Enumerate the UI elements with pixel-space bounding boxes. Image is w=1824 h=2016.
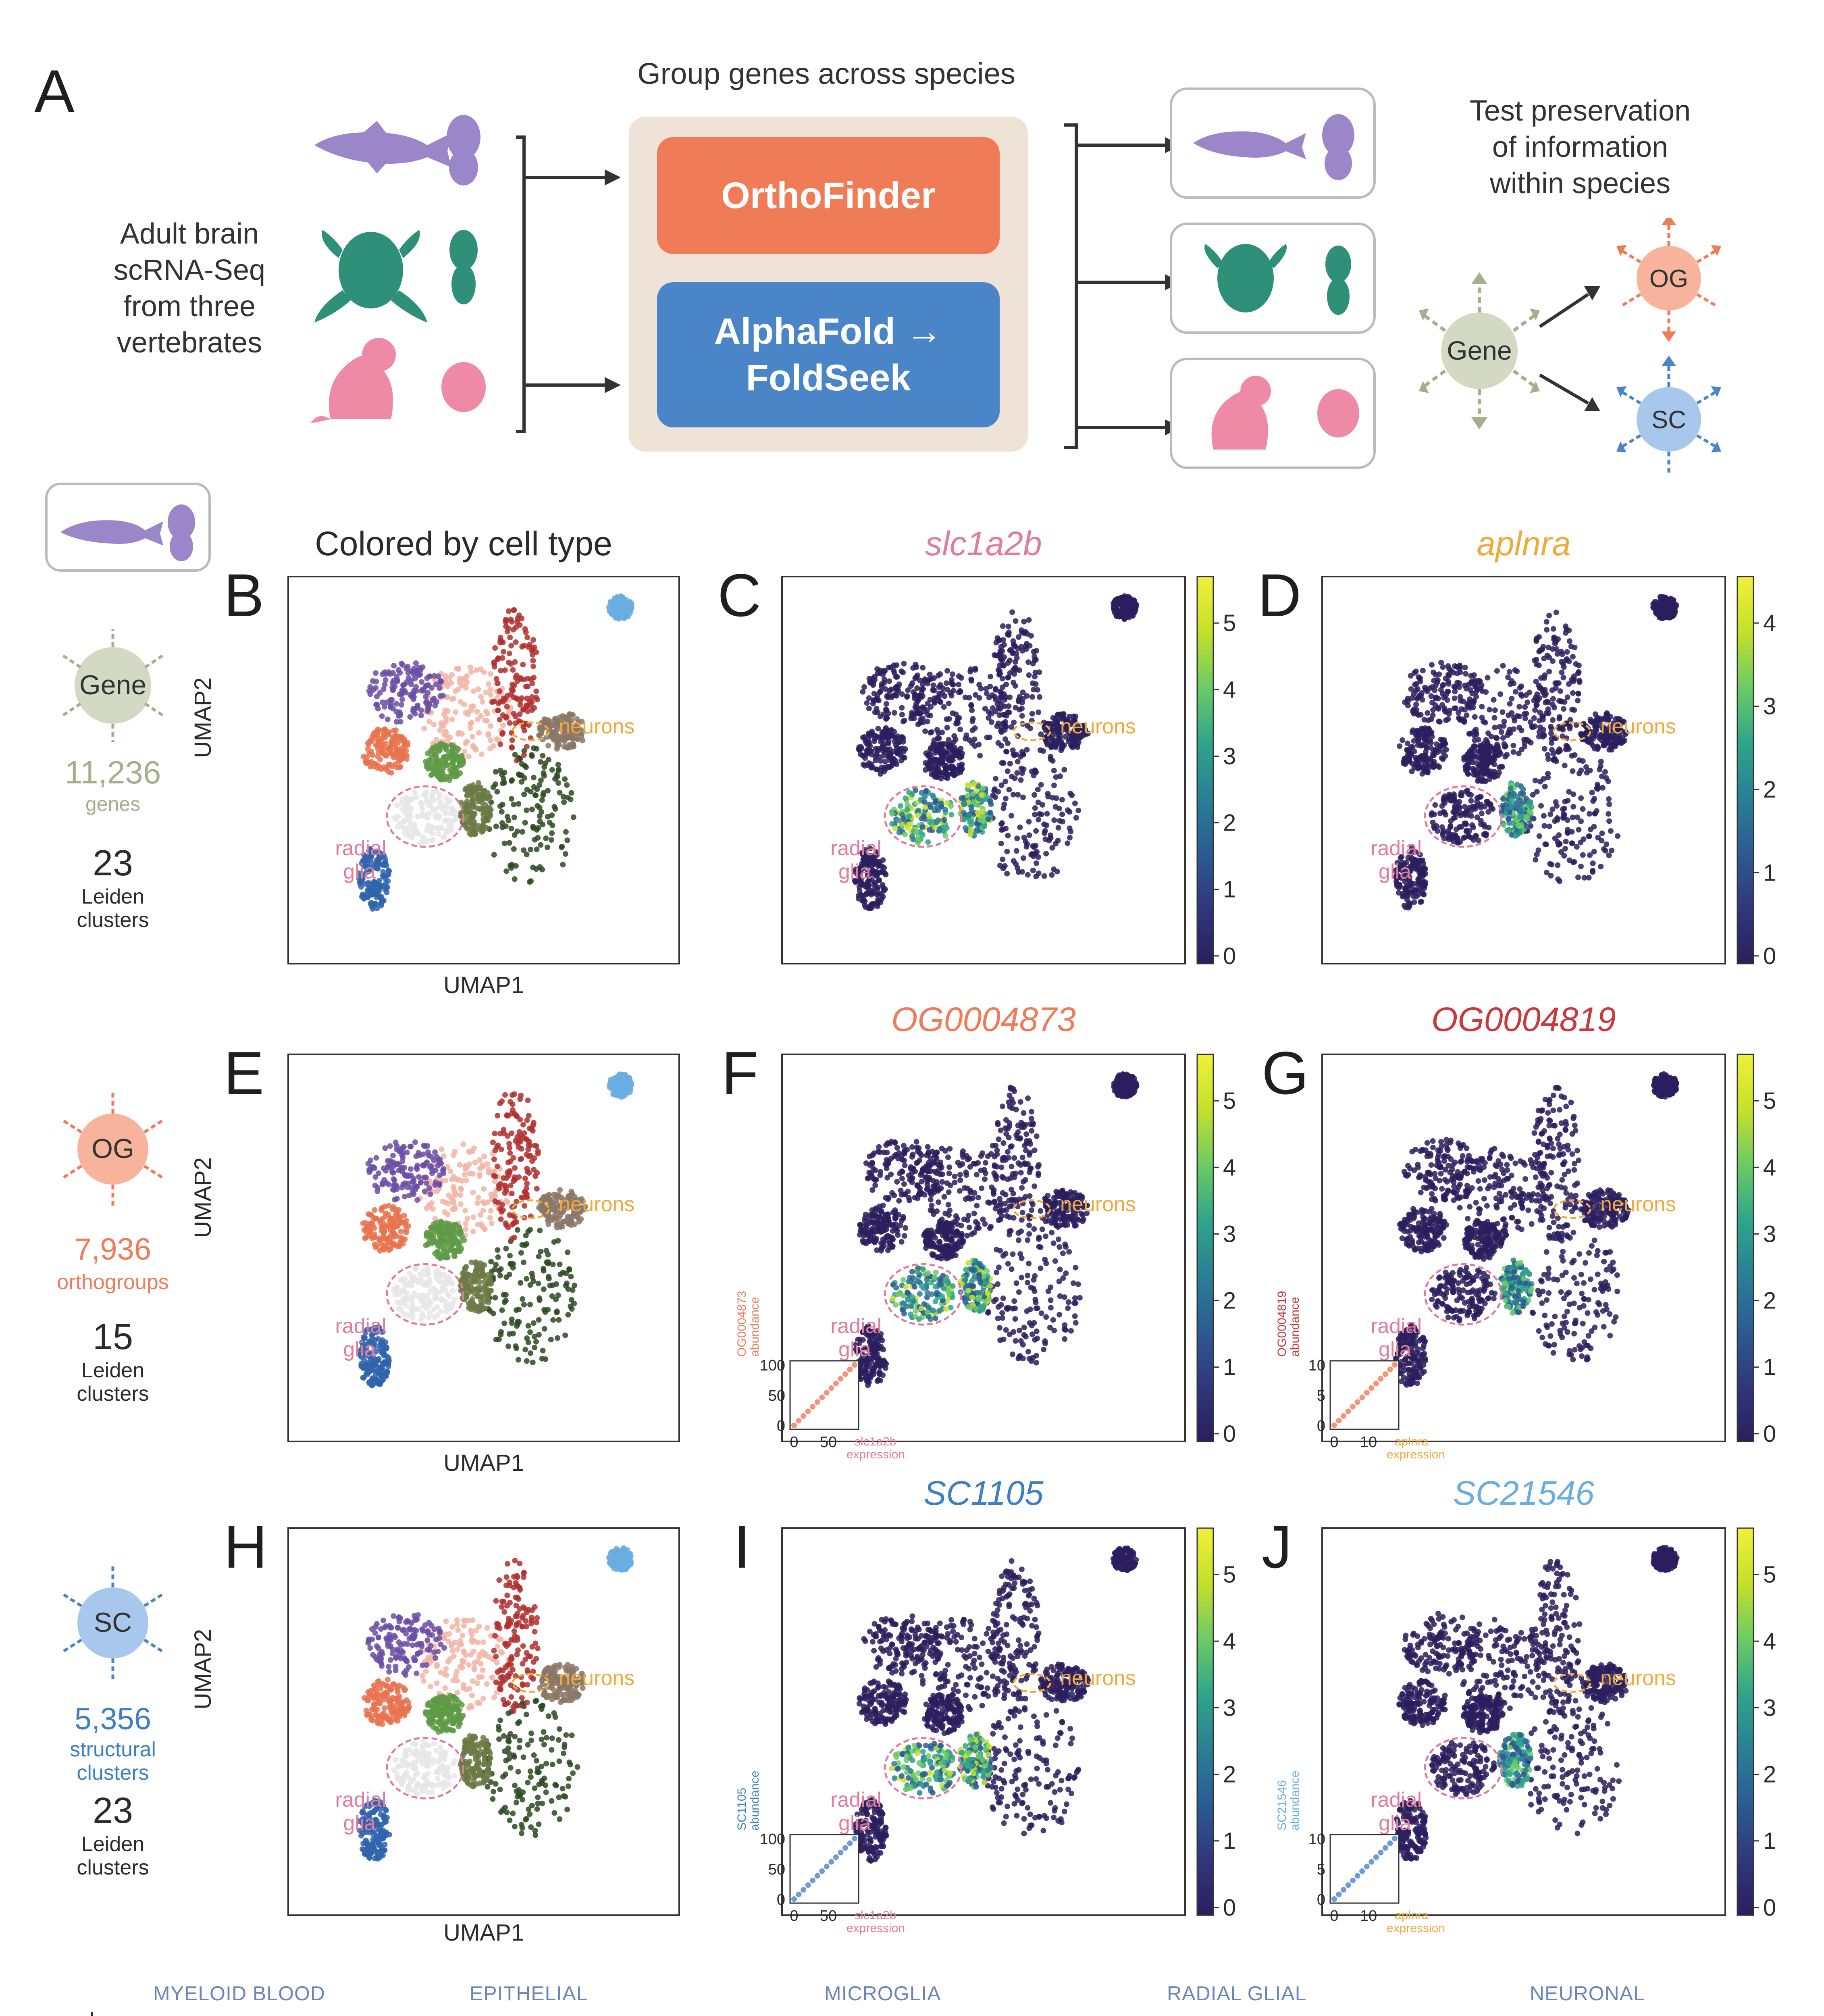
panel-letter-i: I	[734, 1513, 751, 1581]
legend-item	[1530, 2014, 1650, 2016]
colorbar-tick: 3	[1763, 693, 1776, 720]
inset-xlabel: slc1a2b	[855, 1435, 896, 1448]
gene-count: 11,236	[64, 754, 161, 790]
gene-label: Gene	[1447, 335, 1512, 365]
colorbar-tick: 3	[1763, 1695, 1776, 1721]
legend-item	[1167, 2014, 1418, 2016]
colorbar-tick: 5	[1763, 1088, 1776, 1114]
neurons-label: neurons	[1600, 1193, 1676, 1216]
plot-frame	[288, 1054, 679, 1441]
colorbar-tick: 5	[1223, 1562, 1236, 1588]
plot-frame	[782, 577, 1185, 964]
neurons-label: neurons	[1600, 1666, 1676, 1690]
panel-h-xlabel: UMAP1	[443, 1920, 524, 1946]
colorbar-tick: 5	[1223, 610, 1236, 637]
sc-count-label: structural clusters	[70, 1738, 156, 1785]
radial-glia-label: glia	[1379, 860, 1411, 884]
radial-glia-label: glia	[343, 860, 376, 884]
colorbar-tick: 3	[1223, 1221, 1236, 1248]
colorbar-tick: 3	[1223, 743, 1236, 770]
radial-glia-label: glia	[343, 1338, 376, 1362]
legend-item	[470, 2014, 611, 2016]
panel-b-ylabel: UMAP2	[190, 677, 216, 758]
radial-glia-label: radial	[1371, 1788, 1422, 1812]
panel-e-ylabel: UMAP2	[190, 1157, 216, 1238]
colorbar-tick: 4	[1763, 610, 1776, 637]
colorbar-tick: 0	[1223, 1420, 1236, 1447]
inset-xlabel: expression	[846, 1448, 905, 1461]
colorbar-tick: 0	[1223, 943, 1236, 969]
inset-xtick: 10	[1360, 1908, 1377, 1924]
alphafold-foldseek-button: AlphaFold → FoldSeek	[657, 282, 1000, 427]
neurons-label: neurons	[559, 1666, 635, 1690]
inset-ylabel: abundance	[1288, 1297, 1302, 1357]
group-title: Group genes across species	[637, 57, 1015, 90]
plot-frame	[288, 1528, 679, 1915]
panel-j-title: SC21546	[1453, 1474, 1595, 1512]
neurons-label: neurons	[559, 1193, 635, 1216]
legend-group-heading: EPITHELIAL	[470, 1982, 588, 2005]
colorbar-tick: 4	[1223, 1154, 1236, 1181]
inset-ytick: 0	[776, 1891, 785, 1908]
orthofinder-button: OrthoFinder	[657, 137, 1000, 254]
colorbar-tick: 2	[1223, 1287, 1236, 1314]
inset-xtick: 0	[790, 1434, 799, 1451]
colorbar-tick: 2	[1223, 1761, 1236, 1788]
umap-panel-e	[288, 1054, 679, 1441]
radial-glia-label: radial	[1371, 837, 1422, 860]
umap-panel-b	[288, 577, 679, 964]
plot-frame	[1322, 577, 1725, 964]
inset-ytick: 50	[768, 1861, 785, 1878]
inset-ytick: 10	[1308, 1831, 1325, 1848]
og-count: 7,936	[74, 1232, 152, 1266]
inset-xtick: 10	[1360, 1434, 1377, 1451]
panel-d-title: aplnra	[1477, 525, 1571, 562]
inset-ytick: 100	[759, 1831, 785, 1848]
inset-ytick: 5	[1317, 1387, 1325, 1404]
colorbar-tick: 0	[1223, 1894, 1236, 1921]
neurons-label: neurons	[1060, 1193, 1136, 1216]
colorbar	[1197, 1054, 1213, 1441]
neurons-label: neurons	[1060, 1666, 1136, 1690]
colorbar-tick: 2	[1763, 1761, 1776, 1788]
svg-text:Gene: Gene	[79, 670, 147, 700]
inset-ylabel: OG0004819	[1275, 1291, 1289, 1357]
og-leiden-count: 15	[92, 1317, 133, 1357]
colorbar-tick: 0	[1763, 943, 1776, 969]
colorbar-tick: 1	[1223, 1828, 1236, 1854]
legend-label	[844, 2014, 928, 2016]
inset-xlabel: expression	[1387, 1448, 1445, 1461]
legend-divider	[91, 2012, 93, 2016]
panel-b-title: Colored by cell type	[315, 525, 612, 562]
colorbar-tick: 1	[1223, 1354, 1236, 1381]
legend-group-heading: NEURONAL	[1530, 1982, 1645, 2005]
radial-glia-label: radial	[335, 837, 387, 860]
colorbar-tick: 1	[1763, 860, 1776, 886]
og-count-label: orthogroups	[57, 1270, 169, 1294]
colorbar-tick: 3	[1223, 1695, 1236, 1721]
colorbar-tick: 4	[1763, 1628, 1776, 1655]
colorbar-tick: 1	[1763, 1354, 1776, 1381]
radial-glia-label: radial	[1371, 1314, 1422, 1338]
inset-ytick: 0	[1317, 1891, 1325, 1908]
radial-glia-label: glia	[838, 860, 871, 884]
umap-panel-i	[735, 1528, 1236, 1935]
inset-xlabel: slc1a2b	[855, 1909, 896, 1922]
legend-label	[1186, 2014, 1418, 2016]
colorbar	[1197, 1528, 1213, 1915]
colorbar	[1737, 1054, 1753, 1441]
panel-letter-c: C	[718, 561, 761, 629]
legend-item	[824, 2014, 928, 2016]
umap-panel-g	[1275, 1054, 1776, 1461]
umap-panel-d	[1322, 577, 1776, 969]
neurons-label: neurons	[559, 715, 635, 738]
panel-letter-f: F	[722, 1039, 759, 1107]
plot-frame	[288, 577, 679, 964]
panel-b-xlabel: UMAP1	[443, 972, 524, 998]
inset-ytick: 50	[768, 1387, 785, 1404]
sc-leiden-count: 23	[92, 1791, 133, 1831]
inset-xtick: 0	[1330, 1434, 1339, 1451]
inset-ytick: 0	[776, 1418, 785, 1435]
umap-panel-c	[782, 577, 1236, 969]
og-leiden-label: Leiden clusters	[77, 1359, 149, 1406]
panel-g-title: OG0004819	[1431, 1000, 1616, 1038]
inset-xlabel: aplnra	[1395, 1435, 1429, 1448]
legend-group-heading: MICROGLIA	[824, 1982, 941, 2005]
colorbar-tick: 4	[1763, 1154, 1776, 1181]
radial-glia-label: glia	[838, 1338, 871, 1362]
colorbar-tick: 1	[1763, 1828, 1776, 1854]
panel-letter-h: H	[224, 1513, 268, 1581]
panel-letter-j: J	[1262, 1513, 1292, 1581]
colorbar	[1197, 577, 1213, 964]
gene-leiden-label: Leiden clusters	[77, 885, 149, 932]
panel-letter-b: B	[224, 561, 264, 629]
neurons-label: neurons	[1060, 715, 1136, 738]
colorbar-tick: 4	[1223, 1628, 1236, 1655]
inset-ylabel: OG0004873	[735, 1291, 749, 1357]
inset-ytick: 10	[1308, 1357, 1325, 1374]
radial-glia-label: radial	[830, 1314, 882, 1338]
inset-ylabel: SC21546	[1275, 1780, 1289, 1831]
inset-ylabel: SC1105	[735, 1787, 749, 1831]
input-description: Adult brain scRNA-Seq from three vertebrates	[113, 218, 266, 359]
inset-ytick: 5	[1317, 1861, 1325, 1878]
umap-panel-j	[1275, 1528, 1776, 1935]
panel-f-title: OG0004873	[891, 1000, 1076, 1038]
legend-group-heading: RADIAL GLIAL	[1167, 1982, 1307, 2005]
panel-letter-a: A	[34, 57, 75, 125]
radial-glia-label: glia	[838, 1812, 871, 1835]
svg-text:SC: SC	[94, 1607, 132, 1638]
umap-panel-f	[735, 1054, 1236, 1461]
gene-count-label: genes	[85, 793, 141, 815]
radial-glia-label: glia	[1379, 1812, 1411, 1835]
panel-letter-e: E	[224, 1039, 264, 1107]
radial-glia-label: radial	[335, 1788, 387, 1812]
inset-ylabel: abundance	[748, 1770, 761, 1831]
panel-letter-g: G	[1262, 1039, 1309, 1107]
colorbar-tick: 3	[1763, 1221, 1776, 1248]
colorbar-tick: 5	[1763, 1562, 1776, 1588]
colorbar-tick: 0	[1763, 1420, 1776, 1447]
colorbar-tick: 0	[1763, 1894, 1776, 1921]
sc-count: 5,356	[74, 1702, 152, 1736]
svg-text:OG: OG	[92, 1133, 134, 1164]
panel-h-ylabel: UMAP2	[190, 1629, 216, 1710]
inset-xtick: 50	[819, 1434, 837, 1451]
colorbar	[1737, 1528, 1753, 1915]
umap-panel-h	[288, 1528, 679, 1915]
panel-letter-d: D	[1258, 561, 1302, 629]
legend-label	[1549, 2014, 1650, 2016]
inset-xlabel: expression	[846, 1922, 905, 1935]
inset-xlabel: aplnra	[1395, 1909, 1429, 1922]
inset-ytick: 100	[759, 1357, 785, 1374]
inset-xtick: 50	[819, 1908, 837, 1924]
radial-glia-label: glia	[343, 1812, 376, 1835]
sc-leiden-label: Leiden clusters	[77, 1833, 149, 1879]
colorbar-tick: 1	[1223, 876, 1236, 903]
legend-label	[489, 2014, 611, 2016]
panel-c-title: slc1a2b	[925, 525, 1042, 562]
radial-glia-label: radial	[335, 1314, 387, 1338]
colorbar-tick: 4	[1223, 677, 1236, 703]
inset-ylabel: abundance	[1288, 1770, 1302, 1831]
radial-glia-label: glia	[1379, 1338, 1411, 1362]
legend-item	[153, 2014, 279, 2016]
inset-ylabel: abundance	[748, 1297, 761, 1357]
colorbar-tick: 2	[1763, 1287, 1776, 1314]
gene-leiden-count: 23	[92, 843, 133, 883]
test-title: Test preservation of information within species	[1469, 95, 1691, 200]
colorbar	[1737, 577, 1753, 964]
radial-glia-label: radial	[830, 1788, 882, 1812]
og-label: OG	[1649, 265, 1689, 293]
inset-xtick: 0	[790, 1908, 799, 1924]
inset-ytick: 0	[1317, 1418, 1325, 1435]
colorbar-tick: 5	[1223, 1088, 1236, 1114]
legend-label	[173, 2014, 279, 2016]
radial-glia-label: radial	[830, 837, 882, 860]
sc-label: SC	[1651, 406, 1687, 434]
inset-xlabel: expression	[1387, 1922, 1445, 1935]
colorbar-tick: 2	[1223, 810, 1236, 836]
inset-xtick: 0	[1330, 1908, 1339, 1924]
neurons-label: neurons	[1600, 715, 1676, 738]
panel-e-xlabel: UMAP1	[443, 1450, 524, 1476]
colorbar-tick: 2	[1763, 777, 1776, 803]
legend-group-heading: MYELOID BLOOD	[153, 1982, 325, 2005]
panel-i-title: SC1105	[923, 1474, 1044, 1512]
